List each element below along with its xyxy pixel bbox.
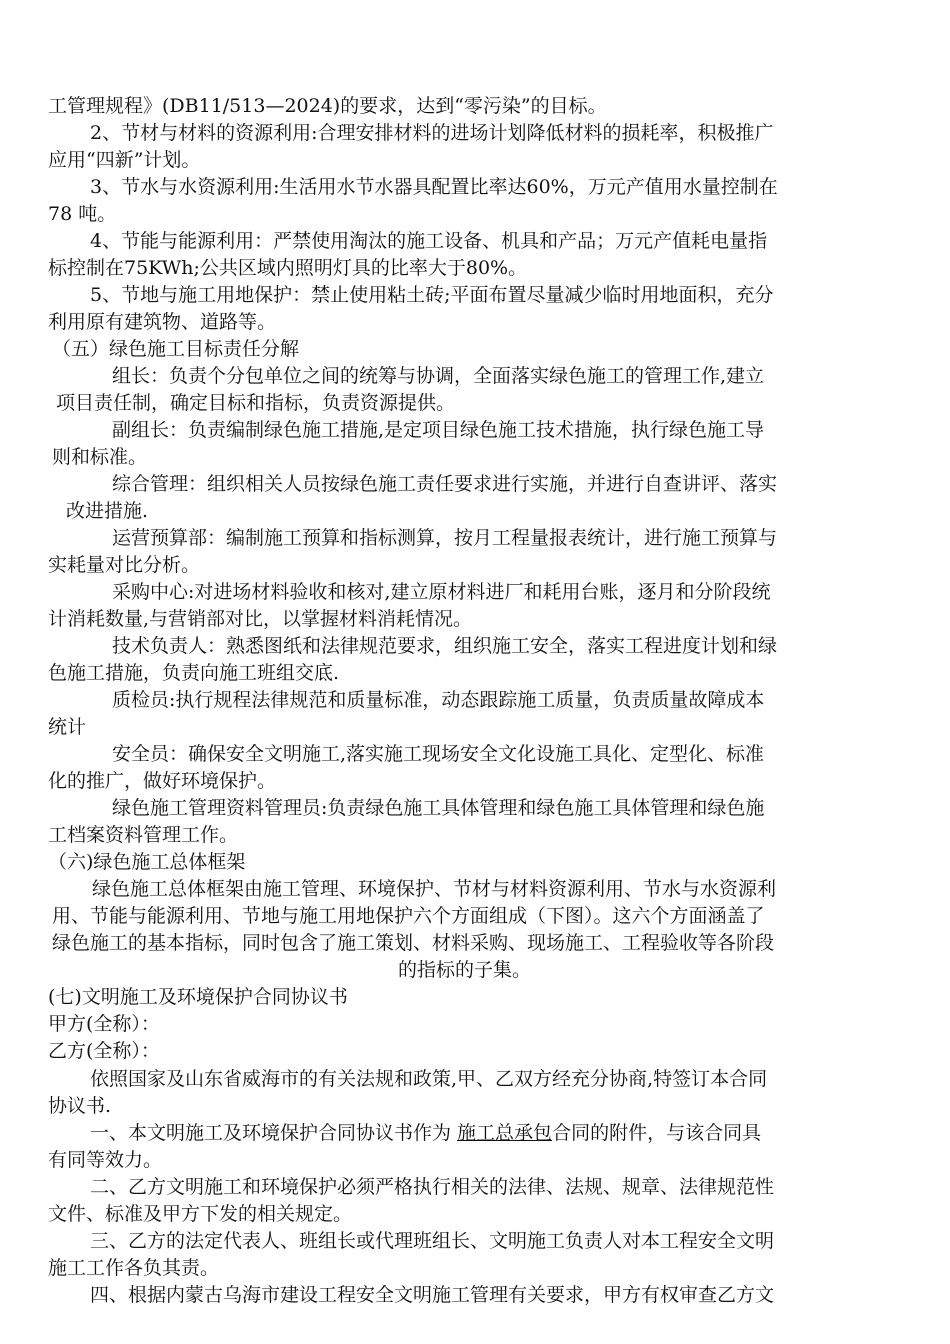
clause-2-line-1: 二、乙方文明施工和环境保护必须严格执行相关的法律、法规、规章、法律规范性 bbox=[90, 1176, 775, 1198]
role-admin-line-1: 综合管理：组织相关人员按绿色施工责任要求进行实施，并进行自查讲评、落实 bbox=[112, 473, 778, 495]
role-docs-line-1: 绿色施工管理资料管理员:负责绿色施工具体管理和绿色施工具体管理和绿色施 bbox=[112, 797, 765, 819]
section-6-heading: （六)绿色施工总体框架 bbox=[48, 851, 246, 873]
clause-1-line-1 bbox=[90, 1120, 761, 1146]
clause-1-suffix: 合同的附件，与该合同具 bbox=[552, 1122, 762, 1144]
item-3-line-1: 3、节水与水资源利用:生活用水节水器具配置比率达60%，万元产值用水量控制在 bbox=[90, 176, 778, 198]
item-5-line-2: 利用原有建筑物、道路等。 bbox=[48, 311, 277, 333]
role-admin-line-2: 改进措施. bbox=[66, 500, 149, 522]
preamble-line-1: 依照国家及山东省威海市的有关法规和政策,甲、乙双方经充分协商,特签订本合同 bbox=[90, 1068, 768, 1090]
preamble-line-2: 协议书. bbox=[48, 1095, 112, 1117]
section-6-line-2: 用、节能与能源利用、节地与施工用地保护六个方面组成（下图）。这六个方面涵盖了 bbox=[52, 905, 765, 927]
item-2-line-2: 应用“四新”计划。 bbox=[48, 149, 201, 171]
item-2-line-1: 2、节材与材料的资源利用:合理安排材料的进场计划降低材料的损耗率，积极推广 bbox=[90, 122, 774, 144]
role-leader-line-1: 组长：负责个分包单位之间的统筹与协调，全面落实绿色施工的管理工作,建立 bbox=[112, 365, 765, 387]
party-b: 乙方(全称）： bbox=[48, 1040, 160, 1062]
section-7-heading: (七)文明施工及环境保护合同协议书 bbox=[48, 986, 348, 1008]
role-docs-line-2: 工档案资料管理工作。 bbox=[48, 824, 239, 846]
item-5-line-1: 5、节地与施工用地保护：禁止使用粘土砖;平面布置尽量减少临时用地面积，充分 bbox=[90, 284, 774, 306]
role-deputy-line-1: 副组长：负责编制绿色施工措施,是定项目绿色施工技术措施，执行绿色施工导 bbox=[112, 419, 765, 441]
role-budget-line-1: 运营预算部：编制施工预算和指标测算，按月工程量报表统计，进行施工预算与 bbox=[112, 527, 778, 549]
clause-3-line-1: 三、乙方的法定代表人、班组长或代理班组长、文明施工负责人对本工程安全文明 bbox=[90, 1230, 775, 1252]
role-budget-line-2: 实耗量对比分析。 bbox=[48, 554, 201, 576]
section-6-line-4: 的指标的子集。 bbox=[398, 959, 532, 981]
clause-1-prefix: 一、本文明施工及环境保护合同协议书作为 bbox=[90, 1122, 458, 1144]
intro-line: 工管理规程》(DB11/513—2024)的要求，达到“零污染”的目标。 bbox=[48, 95, 607, 117]
clause-1-underlined: 施工总承包 bbox=[457, 1122, 553, 1144]
item-3-line-2: 78 吨。 bbox=[48, 203, 117, 225]
clause-1-line-2: 有同等效力。 bbox=[48, 1149, 163, 1171]
section-5-heading: （五）绿色施工目标责任分解 bbox=[52, 338, 300, 360]
party-a: 甲方(全称）： bbox=[48, 1013, 160, 1035]
role-purchase-line-2: 计消耗数量,与营销部对比，以掌握材料消耗情况。 bbox=[48, 608, 473, 630]
role-deputy-line-2: 则和标准。 bbox=[52, 446, 148, 468]
role-safety-line-2: 化的推广，做好环境保护。 bbox=[48, 770, 277, 792]
role-tech-line-2: 色施工措施，负责向施工班组交底. bbox=[48, 662, 340, 684]
item-4-line-2: 标控制在75KWh;公共区域内照明灯具的比率大于80%。 bbox=[48, 257, 528, 279]
clause-4-line-1: 四、根据内蒙古乌海市建设工程安全文明施工管理有关要求，甲方有权审查乙方文 bbox=[90, 1284, 775, 1306]
role-quality-line-2: 统计 bbox=[48, 716, 87, 738]
section-6-line-3: 绿色施工的基本指标，同时包含了施工策划、材料采购、现场施工、工程验收等各阶段 bbox=[52, 932, 775, 954]
clause-3-line-2: 施工工作各负其责。 bbox=[48, 1257, 220, 1279]
role-safety-line-1: 安全员：确保安全文明施工,落实施工现场安全文化设施工具化、定型化、标准 bbox=[112, 743, 765, 765]
role-purchase-line-1: 采购中心:对进场材料验收和核对,建立原材料进厂和耗用台账，逐月和分阶段统 bbox=[112, 581, 771, 603]
item-4-line-1: 4、节能与能源利用：严禁使用淘汰的施工设备、机具和产品；万元产值耗电量指 bbox=[90, 230, 768, 252]
role-tech-line-1: 技术负责人：熟悉图纸和法律规范要求，组织施工安全，落实工程进度计划和绿 bbox=[112, 635, 778, 657]
role-quality-line-1: 质检员:执行规程法律规范和质量标准，动态跟踪施工质量，负责质量故障成本 bbox=[112, 689, 765, 711]
section-6-line-1: 绿色施工总体框架由施工管理、环境保护、节材与材料资源利用、节水与水资源利 bbox=[92, 878, 777, 900]
role-leader-line-2: 项目责任制，确定目标和指标，负责资源提供。 bbox=[56, 392, 456, 414]
clause-2-line-2: 文件、标准及甲方下发的相关规定。 bbox=[48, 1203, 353, 1225]
